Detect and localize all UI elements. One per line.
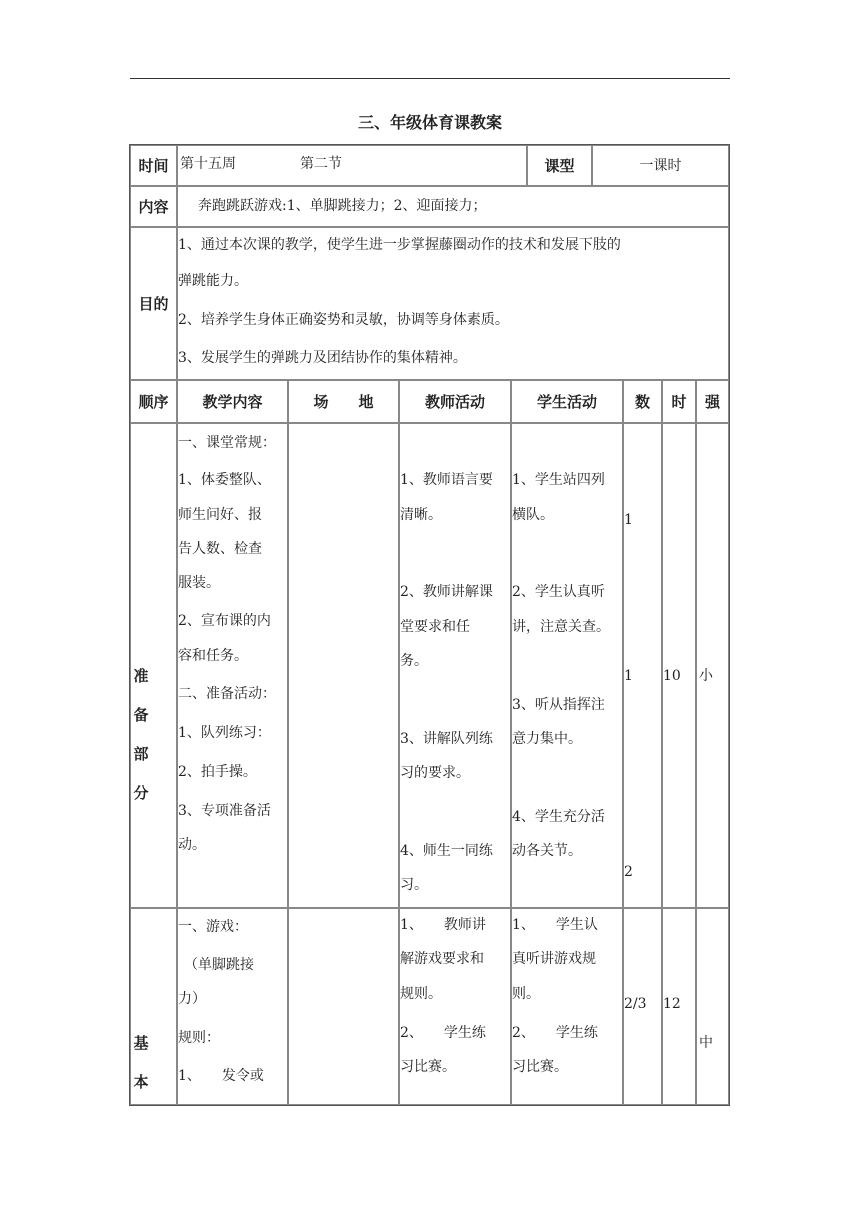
- basic-teacher-line: 解游戏要求和: [400, 951, 484, 967]
- week-text: 第十五周: [180, 156, 236, 172]
- time-value-cell: [177, 145, 527, 186]
- prep-student-line: 3、听从指挥注: [512, 697, 605, 713]
- goal-value-cell: [177, 227, 729, 380]
- prep-content-line: 服装。: [178, 575, 220, 591]
- prep-intensity: 小: [699, 668, 713, 684]
- prep-count: 1: [624, 512, 633, 528]
- basic-content-line: 1、 发令或: [178, 1068, 264, 1084]
- basic-student-line: 习比赛。: [512, 1059, 568, 1075]
- prep-content-line: 师生问好、报: [178, 507, 262, 523]
- header-content: 教学内容: [177, 380, 288, 423]
- basic-time-cell: [662, 908, 696, 1105]
- basic-intensity-cell: [696, 908, 729, 1105]
- content-value-cell: [177, 186, 729, 227]
- page-title: 三、年级体育课教案: [357, 113, 502, 132]
- basic-venue-cell: [288, 908, 399, 1105]
- basic-teacher-line: 1、 教师讲: [400, 917, 486, 933]
- basic-count: 2/3: [624, 996, 647, 1012]
- prep-teacher-line: 2、教师讲解课: [400, 584, 493, 600]
- prep-content-line: 2、拍手操。: [178, 764, 257, 780]
- basic-teacher-line: 2、 学生练: [400, 1025, 486, 1041]
- prep-intensity-cell: [696, 423, 729, 908]
- prep-teacher-line: 1、教师语言要: [400, 472, 493, 488]
- goal-label: 目的: [130, 227, 177, 380]
- header-order: 顺序: [130, 380, 177, 423]
- basic-label-char: 本: [133, 1073, 149, 1091]
- prep-content-line: 1、体委整队、: [178, 472, 271, 488]
- type-label: 课型: [527, 145, 592, 186]
- section-text: 第二节: [300, 156, 342, 172]
- prep-label-char: 备: [133, 706, 149, 724]
- prep-content-line: 动。: [178, 837, 206, 853]
- prep-content-line: 2、宣布课的内: [178, 613, 271, 629]
- prep-teacher-line: 习。: [400, 877, 428, 893]
- content-text: 奔跑跳跃游戏:1、单脚跳接力；2、迎面接力；: [198, 198, 487, 214]
- header-count: 数: [623, 380, 662, 423]
- basic-student-cell: [511, 908, 623, 1105]
- prep-count: 2: [624, 864, 633, 880]
- prep-content-line: 容和任务。: [178, 648, 248, 664]
- prep-student-line: 2、学生认真听: [512, 584, 605, 600]
- prep-count: 1: [624, 668, 633, 684]
- header-intensity: 强: [696, 380, 729, 423]
- top-rule: [130, 78, 730, 79]
- basic-intensity: 中: [699, 1035, 713, 1051]
- prep-content-line: 1、队列练习：: [178, 725, 271, 741]
- prep-student-line: 横队。: [512, 507, 554, 523]
- prep-content-line: 一、课堂常规：: [178, 435, 276, 451]
- prep-student-line: 动各关节。: [512, 843, 582, 859]
- header-teacher: 教师活动: [399, 380, 511, 423]
- goal-line: 2、培养学生身体正确姿势和灵敏，协调等身体素质。: [178, 312, 509, 328]
- basic-teacher-line: 习比赛。: [400, 1059, 456, 1075]
- prep-time: 10: [663, 668, 681, 684]
- basic-count-cell: [623, 908, 662, 1105]
- basic-content-cell: [177, 908, 288, 1105]
- basic-student-line: 则。: [512, 986, 540, 1002]
- prep-content-line: 3、专项准备活: [178, 803, 271, 819]
- prep-label-char: 分: [133, 784, 149, 802]
- basic-student-line: 2、 学生练: [512, 1025, 598, 1041]
- prep-time-cell: [662, 423, 696, 908]
- basic-content-line: （单脚跳接: [184, 957, 254, 973]
- goal-line: 1、通过本次课的教学，使学生进一步掌握藤圈动作的技术和发展下肢的: [178, 237, 621, 253]
- basic-content-line: 力）: [178, 991, 206, 1007]
- prep-content-line: 告人数、检查: [178, 541, 262, 557]
- prep-student-cell: [511, 423, 623, 908]
- prep-teacher-line: 务。: [400, 653, 428, 669]
- header-student: 学生活动: [511, 380, 623, 423]
- basic-student-line: 1、 学生认: [512, 917, 598, 933]
- basic-time: 12: [663, 996, 681, 1012]
- prep-student-line: 4、学生充分活: [512, 809, 605, 825]
- basic-content-line: 一、游戏：: [178, 919, 248, 935]
- type-value: 一课时: [592, 145, 729, 186]
- goal-line: 3、发展学生的弹跳力及团结协作的集体精神。: [178, 350, 467, 366]
- basic-label-char: 基: [133, 1034, 149, 1052]
- prep-teacher-line: 清晰。: [400, 507, 442, 523]
- prep-label-char: 准: [133, 667, 149, 685]
- prep-teacher-line: 堂要求和任: [400, 619, 470, 635]
- prep-student-line: 意力集中。: [512, 731, 582, 747]
- prep-teacher-line: 3、讲解队列练: [400, 731, 493, 747]
- basic-student-line: 真听讲游戏规: [512, 951, 596, 967]
- basic-teacher-line: 规则。: [400, 986, 442, 1002]
- basic-label-cell: [130, 908, 177, 1105]
- prep-label-cell: [130, 423, 177, 908]
- prep-student-line: 讲，注意关查。: [512, 619, 610, 635]
- prep-teacher-cell: [399, 423, 511, 908]
- prep-count-cell: [623, 423, 662, 908]
- content-label: 内容: [130, 186, 177, 227]
- prep-content-line: 二、准备活动：: [178, 686, 276, 702]
- prep-teacher-line: 习的要求。: [400, 765, 470, 781]
- goal-line: 弹跳能力。: [178, 273, 248, 289]
- prep-label-char: 部: [133, 745, 149, 763]
- prep-venue-cell: [288, 423, 399, 908]
- prep-student-line: 1、学生站四列: [512, 472, 605, 488]
- prep-content-cell: [177, 423, 288, 908]
- prep-teacher-line: 4、师生一同练: [400, 843, 493, 859]
- basic-teacher-cell: [399, 908, 511, 1105]
- header-time: 时: [662, 380, 696, 423]
- time-label: 时间: [130, 145, 177, 186]
- basic-content-line: 规则：: [178, 1030, 220, 1046]
- header-venue: 场 地: [288, 380, 399, 423]
